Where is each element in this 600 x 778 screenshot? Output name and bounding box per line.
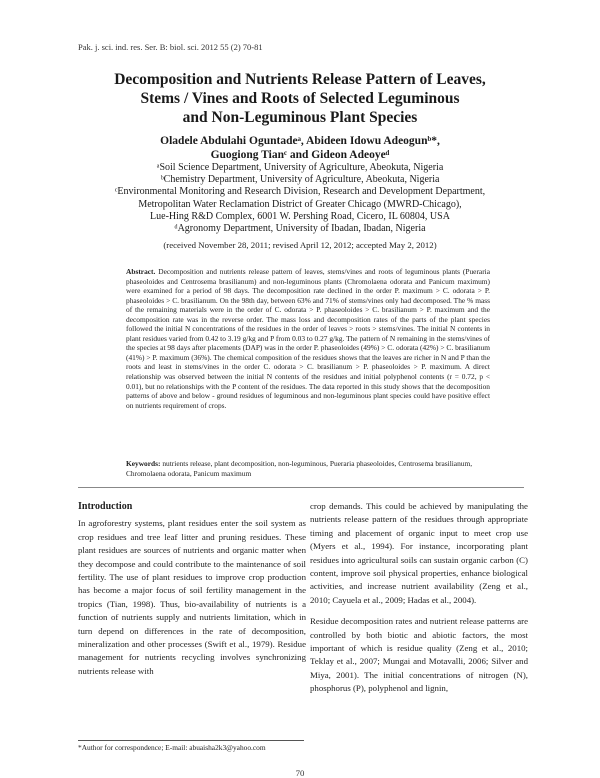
right-column: [310, 500, 528, 704]
keywords-label: Keywords:: [126, 459, 161, 468]
author-list: [60, 134, 540, 162]
body-paragraph-2: Residue decomposition rates and nutrient release patterns are controlled by both biotic and abiotic factors, the most important of which is residue quality (Zeng et al., 2010; Teklay et al., 2007; Mungai and Motavalli, 2006; Silver and Miya, 2001). The initial concentrations of nitrogen (N), phosphorus (P), polyphenol and lignin,: [310, 616, 528, 694]
affiliation-c-line-3: Lue-Hing R&D Complex, 6001 W. Pershing Road, Cicero, IL 60804, USA: [150, 210, 450, 222]
title-line-3: and Non-Leguminous Plant Species: [182, 109, 418, 126]
body-paragraph-1: crop demands. This could be achieved by manipulating the nutrients release pattern of the residues through appropriate timing and placement of organic input to meet crop use (Myers et al., 1994). For instance, incorporating plant residues into agricultural soils can sustain organic carbon (C) content, improve soil physical properties, enhance biological activities, and increase nutrient availability (Zeng et al., 2010; Cayuela et al., 2009; Hadas et al., 2004).: [310, 501, 528, 605]
affiliation-b: ᵇChemistry Department, University of Agriculture, Abeokuta, Nigeria: [160, 174, 440, 186]
page-number: 70: [295, 768, 305, 778]
keywords-text: nutrients release, plant decomposition, non-leguminous, Pueraria phaseoloides, Centrosema brasilianum, Chromolaena odorata, Panicum maximum: [126, 459, 473, 478]
paper-title: [60, 70, 540, 127]
abstract: [126, 267, 490, 410]
title-line-2: Stems / Vines and Roots of Selected Leguminous: [140, 90, 460, 107]
affiliations: [60, 162, 540, 235]
introduction-paragraph-1: In agroforestry systems, plant residues enter the soil system as crop residues and tree leaf litter and pruning residues. These plant residues are sources of nutrients and organic matter when they decompose and could contribute to the maintenance of soil fertility. The use of plant residues to improve crop production has become a major focus of soil fertility management in the tropics (Tian, 1998). Thus, bio-availability of nutrients is a function of nutrients supply and nutrients limitation, which in turn depend on differences in the rate of decomposition, mineralization and other processes (Swift et al., 1979). Residue management for nutrients recycling involves synchronizing nutrients release with: [78, 518, 306, 676]
received-dates: (received November 28, 2011; revised April 12, 2012; accepted May 2, 2012): [163, 240, 437, 250]
corresponding-author-footnote: *Author for correspondence; E-mail: abuaisha2k3@yahoo.com: [78, 743, 266, 752]
affiliation-a: ᵃSoil Science Department, University of Agriculture, Abeokuta, Nigeria: [156, 162, 444, 173]
authors-line-1: Oladele Abdulahi Oguntadeᵃ, Abideen Idowu Adeogunᵇ*,: [160, 135, 440, 147]
introduction-heading: Introduction: [78, 501, 133, 512]
journal-reference: Pak. j. sci. ind. res. Ser. B: biol. sci. 2012 55 (2) 70-81: [78, 42, 263, 52]
affiliation-c-line-1: ᶜEnvironmental Monitoring and Research Division, Research and Development Department,: [114, 186, 486, 198]
abstract-text: Decomposition and nutrients release pattern of leaves, stems/vines and roots of leguminous plants (Pueraria phaseoloides and Centrosema brasilianum) and non-leguminous plants (Chromolaena odorata and Panicum maximum) were examined for a period of 98 days. The decomposition rate declined in the order P. maximum > C. odorata > P. phaseoloides > C. brasilianum. On the 98th day, between 63% and 71% of stems/vines only had decomposed. The % mass of the remaining materials were in the order of C. odorata > P. phaseoloides > C. brasilianum > P. maximum and the decomposition rate was in the reverse order. The mass loss and decomposition rates of the parts of the plant species followed the initial N concentrations of the residues in the order of leaves > roots > stems/vines. The initial N contents in plant residues varied from 0.42 to 3.19 g/kg and P from 0.03 to 0.27 g/kg. The pattern of N remaining in the stems/vines of the species at 98 days after placements (DAP) was in the order P. phaseoloides (49%) > C. odorata (42%) > C. brasilianum (41%) > P. maximum (36%). The chemical composition of the residues shows that the leaves are richer in N and P than the roots and least in stems/vines in the order C. odorata > C. brasilianum > P. phaseoloides > P. maximum. A direct relationship was observed between the initial N contents of the residues and initial polyphenol contents (r = 0.72, p < 0.01), but no relationships with the P content of the residues. The data reported in this study shows that the decomposition patterns of above and below - ground residues of leguminous and non-leguminous plant species could have positive effect on nutrients requirement of crops.: [126, 267, 490, 410]
affiliation-c-line-2: Metropolitan Water Reclamation District of Greater Chicago (MWRD-Chicago),: [138, 198, 462, 210]
section-divider: [78, 487, 524, 488]
authors-line-2: Guogiong Tianᶜ and Gideon Adeoyeᵈ: [210, 149, 390, 161]
left-column: [78, 500, 306, 686]
affiliation-d: ᵈAgronomy Department, University of Ibadan, Ibadan, Nigeria: [174, 223, 426, 235]
keywords: [126, 459, 490, 478]
footnote-divider: [78, 740, 304, 741]
abstract-label: Abstract.: [126, 267, 156, 276]
title-line-1: Decomposition and Nutrients Release Pattern of Leaves,: [114, 71, 486, 88]
